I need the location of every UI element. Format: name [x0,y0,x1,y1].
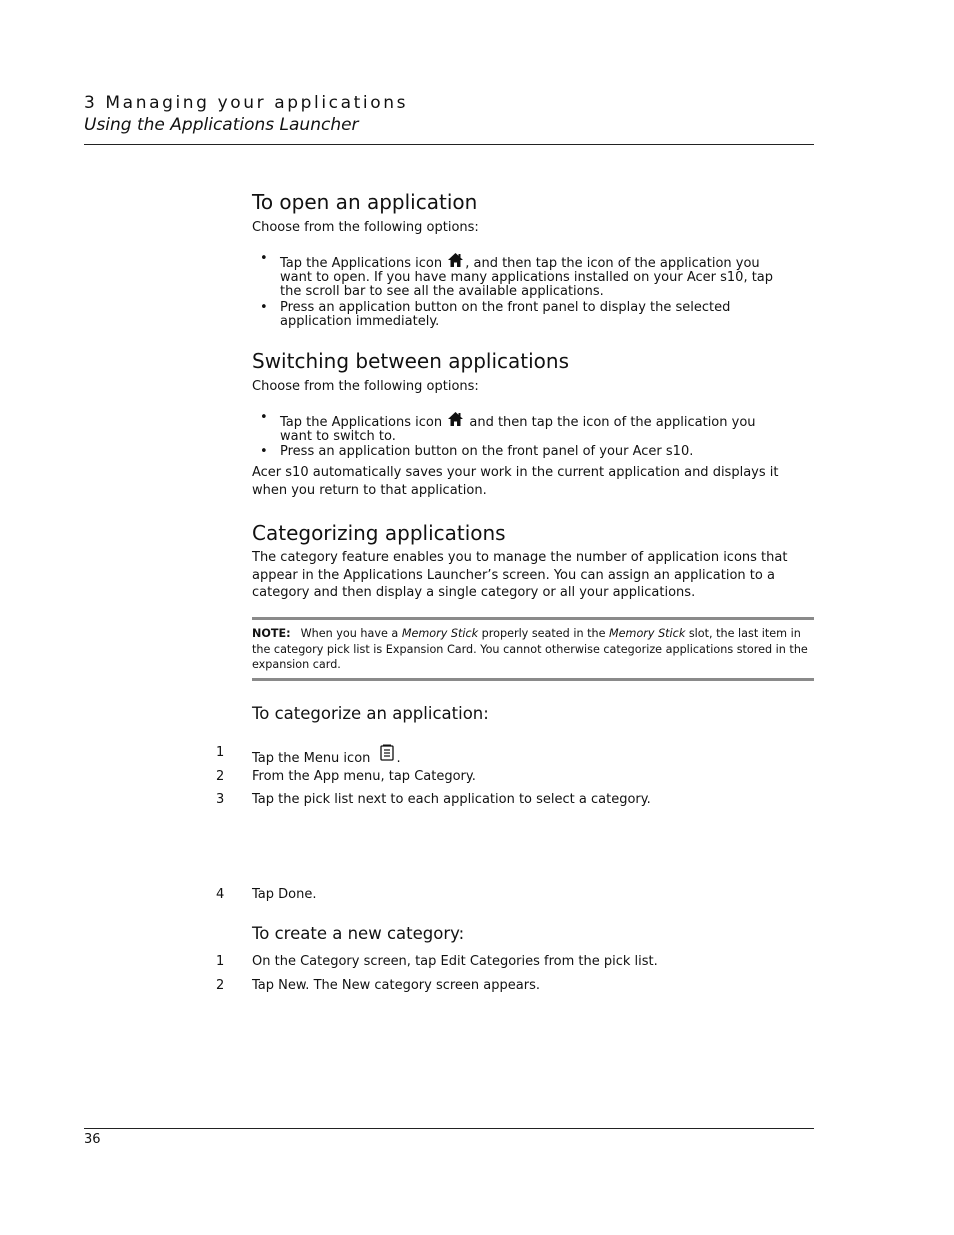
section-title: Using the Applications Launcher [84,115,359,135]
heading-new-category: To create a new category: [252,924,465,943]
categorize-step-1 [252,744,401,767]
switching-bullet-2: Press an application button on the front panel of your Acer s10. [280,444,694,459]
note-label: NOTE: [252,627,291,640]
bullet-marker: • [260,251,268,266]
header-rule [84,144,814,145]
bullet-marker: • [260,444,268,459]
bullet-marker: • [260,300,268,315]
note-text [252,626,814,673]
switching-bullet-1-text-b: and then tap the icon of the application you want to switch to. [280,415,756,444]
note-text-part: properly seated in the [478,627,610,640]
open-bullet-1-text-b: , and then tap the icon of the application you want to open. If you have many applications installed on your Acer s10, tap the scroll bar to see all the available applications. [280,256,774,299]
categorize-step-3: Tap the pick list next to each application to select a category. [252,792,651,807]
heading-open-application: To open an application [252,190,478,214]
note-text-part: slot, the last item in the category pick list is Expansion Card. You cannot otherwise categorize applications stored in the expansion card. [252,627,808,671]
switching-bullet-1-text-a: Tap the Applications icon [280,415,447,430]
step-number: 2 [216,978,225,993]
switching-bullet-1 [280,411,785,444]
home-icon [447,411,464,427]
page-number: 36 [84,1132,101,1147]
note-box [252,617,814,681]
footer-rule [84,1128,814,1129]
note-emphasis: Memory Stick [401,627,479,640]
switching-intro: Choose from the following options: [252,379,479,394]
open-bullet-1 [280,252,785,299]
open-bullet-1-text-a: Tap the Applications icon [280,256,447,271]
step-text-b: . [396,751,401,766]
heading-categorizing: Categorizing applications [252,521,506,545]
home-icon [447,252,464,268]
categorize-step-4: Tap Done. [252,887,317,902]
heading-categorize-app: To categorize an application: [252,704,489,723]
step-text-a: Tap the Menu icon [252,751,375,766]
step-number: 2 [216,769,225,784]
note-text-part: When you have a [300,627,402,640]
note-emphasis: Memory Stick [609,627,686,640]
bullet-marker: • [260,410,268,425]
new-category-step-1: On the Category screen, tap Edit Categories from the pick list. [252,954,658,969]
menu-icon [379,744,395,761]
categorize-step-2: From the App menu, tap Category. [252,769,476,784]
step-number: 1 [216,954,225,969]
open-intro: Choose from the following options: [252,220,479,235]
heading-switching: Switching between applications [252,349,569,373]
open-bullet-2: Press an application button on the front panel to display the selected application immediately. [280,300,731,329]
new-category-step-2: Tap New. The New category screen appears. [252,978,540,993]
step-number: 3 [216,792,225,807]
step-number: 4 [216,887,225,902]
chapter-title: 3 Managing your applications [84,93,409,113]
categorizing-paragraph: The category feature enables you to manage the number of application icons that appear in the Applications Launcher’s screen. You can assign an application to a category and then display a single category or all your applications. [252,550,788,600]
switching-paragraph: Acer s10 automatically saves your work in the current application and displays it when you return to that application. [252,465,779,498]
step-number: 1 [216,745,225,760]
